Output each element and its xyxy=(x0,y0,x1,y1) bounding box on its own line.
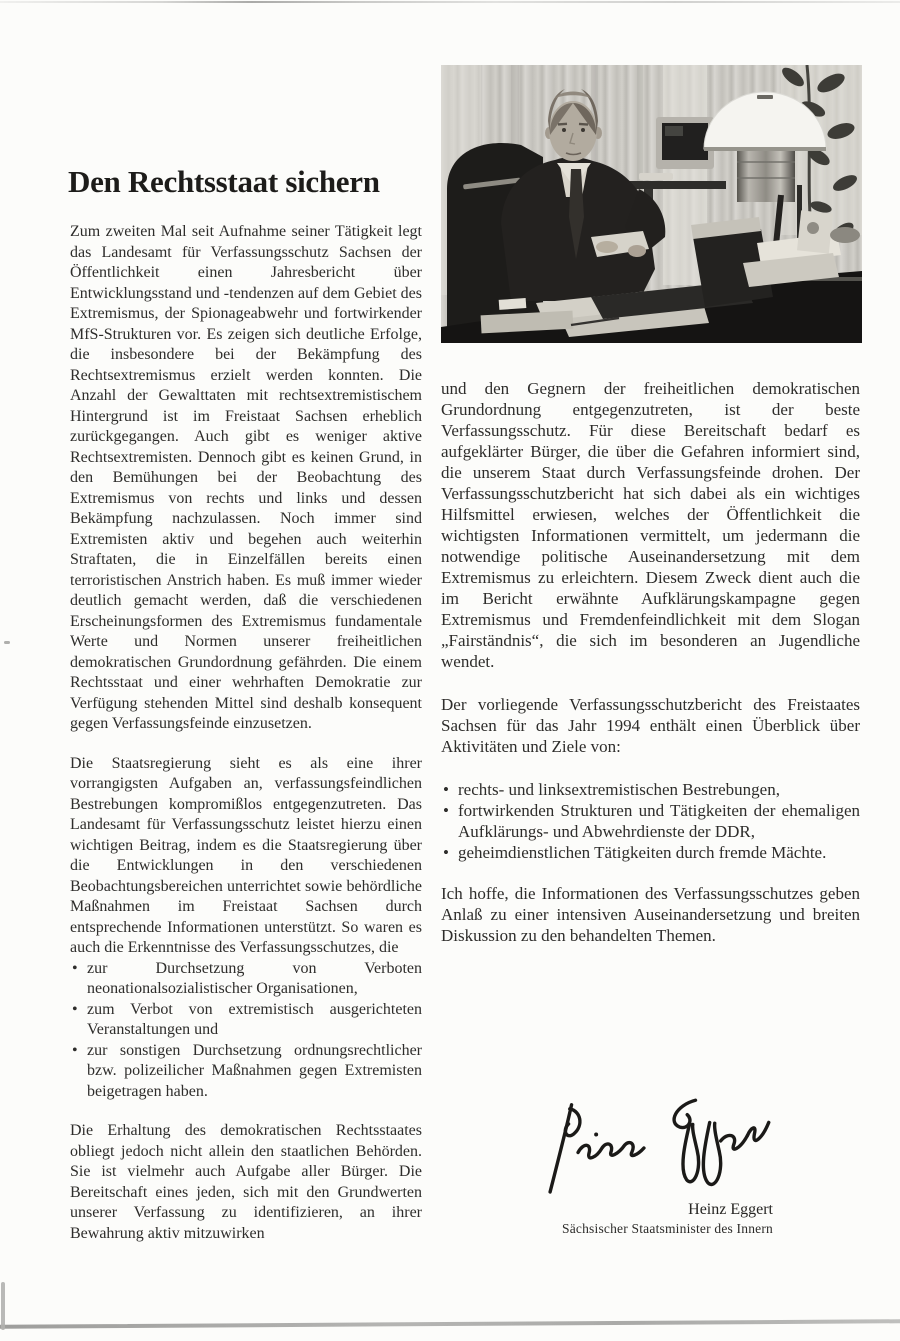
bullet-list xyxy=(441,779,860,863)
bullet-text: zur Durchsetzung von Verboten neonationalsozialistischer Organisationen, xyxy=(87,959,422,997)
body-paragraph: Die Erhaltung des demokratischen Rechtsstaates obliegt jedoch nicht allein den staatlichen Behörden. Sie ist vielmehr auch Aufgabe aller Bürger. Die Bereitschaft eines jeden, sich mit den Grundwerten unserer Verfassung zu identifizieren, an ihrer Bewahrung aktiv mitzuwirken xyxy=(70,1122,422,1242)
signature-block xyxy=(441,1200,773,1237)
scan-speck xyxy=(4,641,10,644)
bullet-text: geheimdienstlichen Tätigkeiten durch fremde Mächte. xyxy=(458,843,827,862)
bullet-marker: • xyxy=(443,801,449,820)
bullet-text: fortwirkenden Strukturen und Tätigkeiten der ehemaligen Aufklärungs- und Abwehrdienste der DDR, xyxy=(458,801,860,841)
scan-edge-bottom xyxy=(0,1319,900,1329)
right-column xyxy=(441,378,860,946)
bullet-item xyxy=(441,842,860,863)
signatory-role: Sächsischer Staatsminister des Innern xyxy=(562,1221,773,1236)
bullet-item xyxy=(441,800,860,842)
signature-autograph xyxy=(538,1094,788,1204)
scan-edge-left xyxy=(1,1282,5,1330)
body-paragraph: und den Gegnern der freiheitlichen demokratischen Grundordnung entgegenzutreten, ist der beste Verfassungsschutz. Für diese Bereitschaft bedarf es aufgeklärter Bürger, die über die Gefahren informiert sind, die unserem Staat durch Verfassungsfeinde drohen. Der Verfassungsschutzbericht hat sich dabei als ein wichtiges Hilfsmittel erwiesen, welches der Öffentlichkeit die wichtigsten Informationen vermittelt, um jedermann die notwendige politische Auseinandersetzung mit dem Extremismus zu erleichtern. Diesem Zweck dient auch die im Bericht erwähnte Aufklärungskampagne gegen Extremismus und Fremdenfeindlichkeit mit dem Slogan „Fairständnis“, die sich im besonderen an Jugendliche wendet. xyxy=(441,379,860,671)
bullet-marker: • xyxy=(72,1000,78,1018)
bullet-text: rechts- und linksextremistischen Bestrebungen, xyxy=(458,780,780,799)
scan-edge-top xyxy=(0,1,900,3)
body-paragraph: Die Staatsregierung sieht es als eine ihrer vorrangigsten Aufgaben an, verfassungsfeindlichen Bestrebungen kompromißlos entgegenzutreten. Das Landesamt für Verfassungsschutz leistet hierzu einen wichtigen Beitrag, indem es die Staatsregierung über die Entwicklungen in den verschiedenen Beobachtungsbereichen unterrichtet sowie behördliche Maßnahmen im Freistaat Sachsen durch entsprechende Informationen unterstützt. So waren es auch die Erkenntnisse des Verfassungsschutzes, die xyxy=(70,754,422,956)
bullet-item xyxy=(70,1000,422,1041)
bullet-item xyxy=(441,779,860,800)
bullet-list xyxy=(70,959,422,1103)
bullet-item xyxy=(70,959,422,1000)
bullet-marker: • xyxy=(443,843,449,862)
minister-photo xyxy=(441,65,862,343)
body-paragraph: Der vorliegende Verfassungsschutzbericht des Freistaates Sachsen für das Jahr 1994 enthält einen Überblick über Aktivitäten und Ziele von: xyxy=(441,695,860,756)
bullet-marker: • xyxy=(443,780,449,799)
bullet-text: zum Verbot von extremistisch ausgerichteten Veranstaltungen und xyxy=(87,1000,422,1038)
body-paragraph: Zum zweiten Mal seit Aufnahme seiner Tätigkeit legt das Landesamt für Verfassungsschutz Sachsen der Öffentlichkeit einen Jahresbericht über Entwicklungsstand und -tendenzen auf dem Gebiet des Extremismus, der Spionageabwehr und fortwirkender MfS-Strukturen vor. Es zeigen sich deutliche Erfolge, die insbesondere bei der Bekämpfung des Rechtsextremismus erzielt werden konnten. Die Anzahl der Gewalttaten mit rechtsextremistischem Hintergrund ist im Freistaat Sachsen erheblich zurückgegangen. Auch gibt es weniger aktive Rechtsextremisten. Dennoch gibt es keinen Grund, in den Bemühungen bei der Beobachtung des Extremismus von rechts und links und dessen Bekämpfung nachzulassen. Noch immer sind Extremisten aktiv und begehen auch weiterhin Straftaten, die in Einzelfällen bereits einen terroristischen Anstrich haben. Es muß immer wieder deutlich gemacht werden, daß die verschiedenen Erscheinungsformen des Extremismus fundamentale Werte und Normen unserer freiheitlichen demokratischen Grundordnung gefährden. Die einem Rechtsstaat und einer wehrhaften Demokratie zur Verfügung stehenden Mittel sind deshalb konsequent gegen Verfassungsfeinde einzusetzen. xyxy=(70,223,422,732)
bullet-item xyxy=(70,1041,422,1103)
bullet-text: zur sonstigen Durchsetzung ordnungsrechtlicher bzw. polizeilicher Maßnahmen gegen Extremisten beigetragen haben. xyxy=(87,1041,422,1100)
left-column xyxy=(70,222,422,1244)
page-title: Den Rechtsstaat sichern xyxy=(68,164,380,199)
signatory-name: Heinz Eggert xyxy=(688,1201,773,1218)
body-paragraph: Ich hoffe, die Informationen des Verfassungsschutzes geben Anlaß zu einer intensiven Auseinandersetzung und breiten Diskussion zu den behandelten Themen. xyxy=(441,884,860,945)
bullet-marker: • xyxy=(72,959,78,977)
bullet-marker: • xyxy=(72,1041,78,1059)
